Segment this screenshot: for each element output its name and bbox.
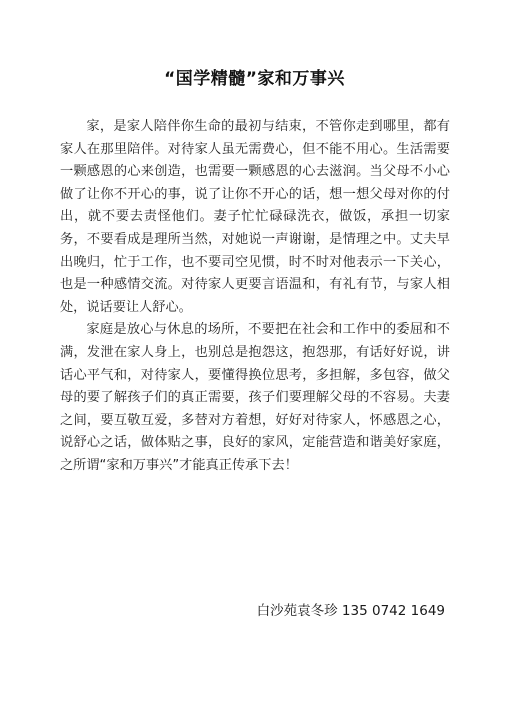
paragraph-2: 家庭是放心与休息的场所，不要把在社会和工作中的委屈和不满，发泄在家人身上，也别总是抱怨这，抱怨那，有话好好说，讲话心平气和，对待家人，要懂得换位思考，多担解，多包容，做父母的要了解孩子们的真正需要，孩子们要理解父母的不容易。夫妻之间，要互敬互爱，多替对方着想，好好对待家人，怀感恩之心，说舒心之话，做体贴之事，良好的家风，定能营造和谐美好家庭，之所谓“家和万事兴”才能真正传承下去！ <box>60 322 450 473</box>
paragraph-1: 家，是家人陪伴你生命的最初与结束，不管你走到哪里，都有家人在那里陪伴。对待家人虽无需费心，但不能不用心。生活需要一颗感恩的心来创造，也需要一颗感恩的心去滋润。当父母不小心做了让你不开心的事，说了让你不开心的话，想一想父母对你的付出，就不要去责怪他们。妻子忙忙碌碌洗衣，做饭，承担一切家务，不要看成是理所当然，对她说一声谢谢，是情理之中。丈夫早出晚归，忙于工作，也不要司空见惯，时不时对他表示一下关心，也是一种感情交流。对待家人更要言语温和，有礼有节，与家人相处，说话要让人舒心。 <box>60 119 450 315</box>
page-title: “国学精髓”家和万事兴 <box>164 69 345 89</box>
author-signature: 白沙苑袁冬珍 135 0742 1649 <box>256 603 445 619</box>
article-body <box>60 116 450 478</box>
